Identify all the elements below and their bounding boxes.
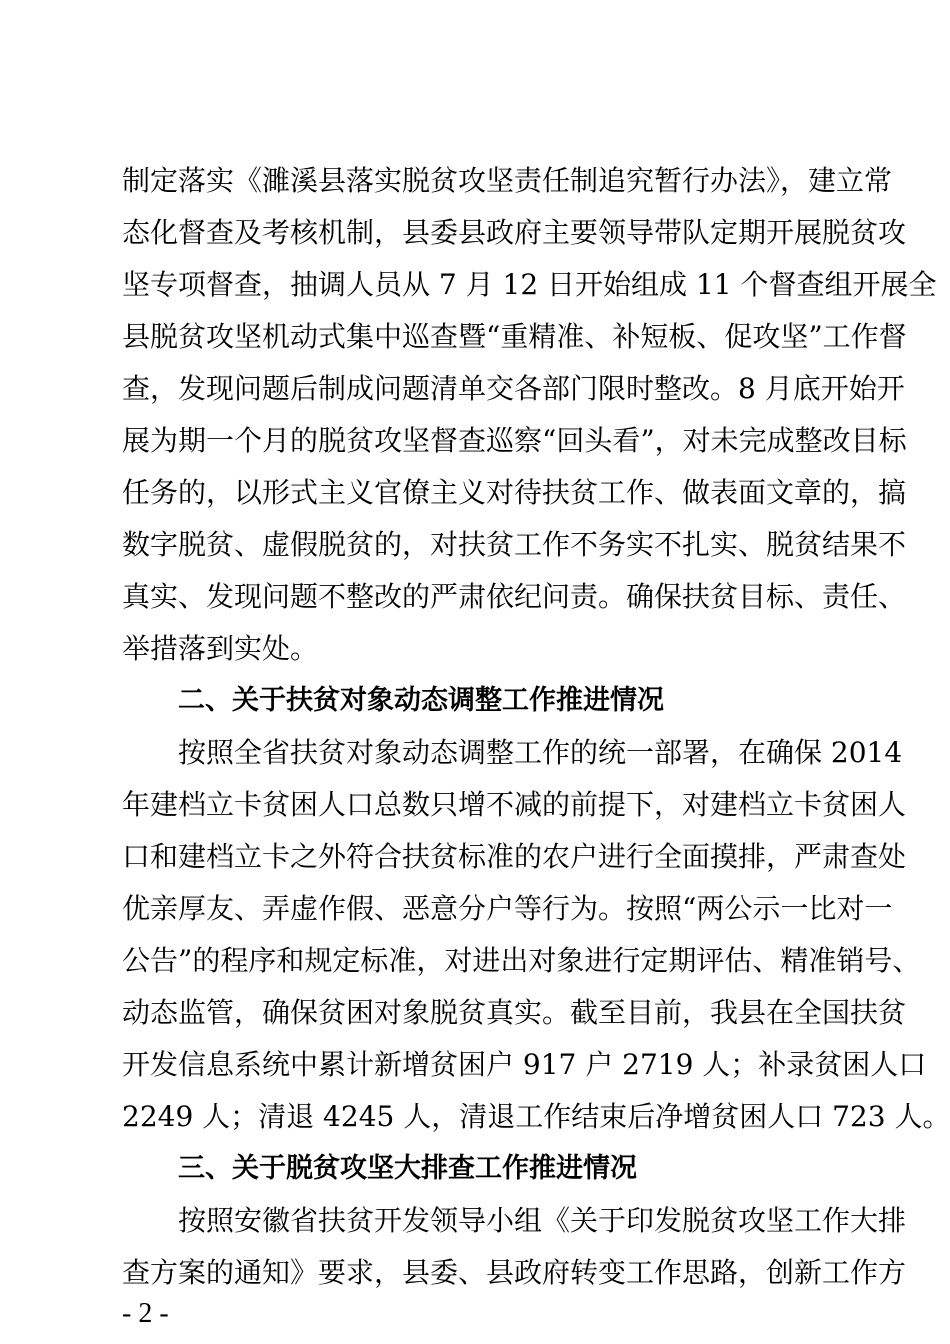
body-text-line: 查，发现问题后制成问题清单交各部门限时整改。8 月底开始开 xyxy=(122,372,905,405)
body-text-line: 动态监管，确保贫困对象脱贫真实。截至目前，我县在全国扶贫 xyxy=(122,996,907,1029)
body-text-line: 按照全省扶贫对象动态调整工作的统一部署，在确保 2014 xyxy=(178,736,903,769)
body-text-line: 年建档立卡贫困人口总数只增不减的前提下，对建档立卡贫困人 xyxy=(122,788,907,821)
body-text-line: 县脱贫攻坚机动式集中巡查暨“重精准、补短板、促攻坚”工作督 xyxy=(122,320,907,353)
body-text-line: 数字脱贫、虚假脱贫的，对扶贫工作不务实不扎实、脱贫结果不 xyxy=(122,528,907,561)
body-text-line: 坚专项督查，抽调人员从 7 月 12 日开始组成 11 个督查组开展全 xyxy=(122,268,937,301)
body-text-line: 态化督查及考核机制，县委县政府主要领导带队定期开展脱贫攻 xyxy=(122,216,907,249)
body-text-line: 查方案的通知》要求，县委、县政府转变工作思路，创新工作方 xyxy=(122,1256,907,1289)
body-text-line: 开发信息系统中累计新增贫困户 917 户 2719 人；补录贫困人口 xyxy=(122,1048,927,1081)
body-text-line: 举措落到实处。 xyxy=(122,632,319,665)
body-text-line: 按照安徽省扶贫开发领导小组《关于印发脱贫攻坚工作大排 xyxy=(178,1204,907,1237)
body-text-line: 展为期一个月的脱贫攻坚督查巡察“回头看”，对未完成整改目标 xyxy=(122,424,907,457)
body-text-line: 任务的，以形式主义官僚主义对待扶贫工作、做表面文章的，搞 xyxy=(122,476,907,509)
body-text-line: 真实、发现问题不整改的严肃依纪问责。确保扶贫目标、责任、 xyxy=(122,580,907,613)
body-text-line: 公告”的程序和规定标准，对进出对象进行定期评估、精准销号、 xyxy=(122,944,921,977)
body-text-line: 制定落实《濉溪县落实脱贫攻坚责任制追究暂行办法》，建立常 xyxy=(122,164,893,197)
section-heading: 二、关于扶贫对象动态调整工作推进情况 xyxy=(178,685,664,716)
body-text-line: 优亲厚友、弄虚作假、恶意分户等行为。按照“两公示一比对一 xyxy=(122,892,893,925)
section-heading: 三、关于脱贫攻坚大排查工作推进情况 xyxy=(178,1153,637,1184)
page-number: - 2 - xyxy=(122,1298,169,1329)
body-text-line: 口和建档立卡之外符合扶贫标准的农户进行全面摸排，严肃查处 xyxy=(122,840,907,873)
body-text-line: 2249 人；清退 4245 人，清退工作结束后净增贫困人口 723 人。 xyxy=(122,1100,950,1133)
